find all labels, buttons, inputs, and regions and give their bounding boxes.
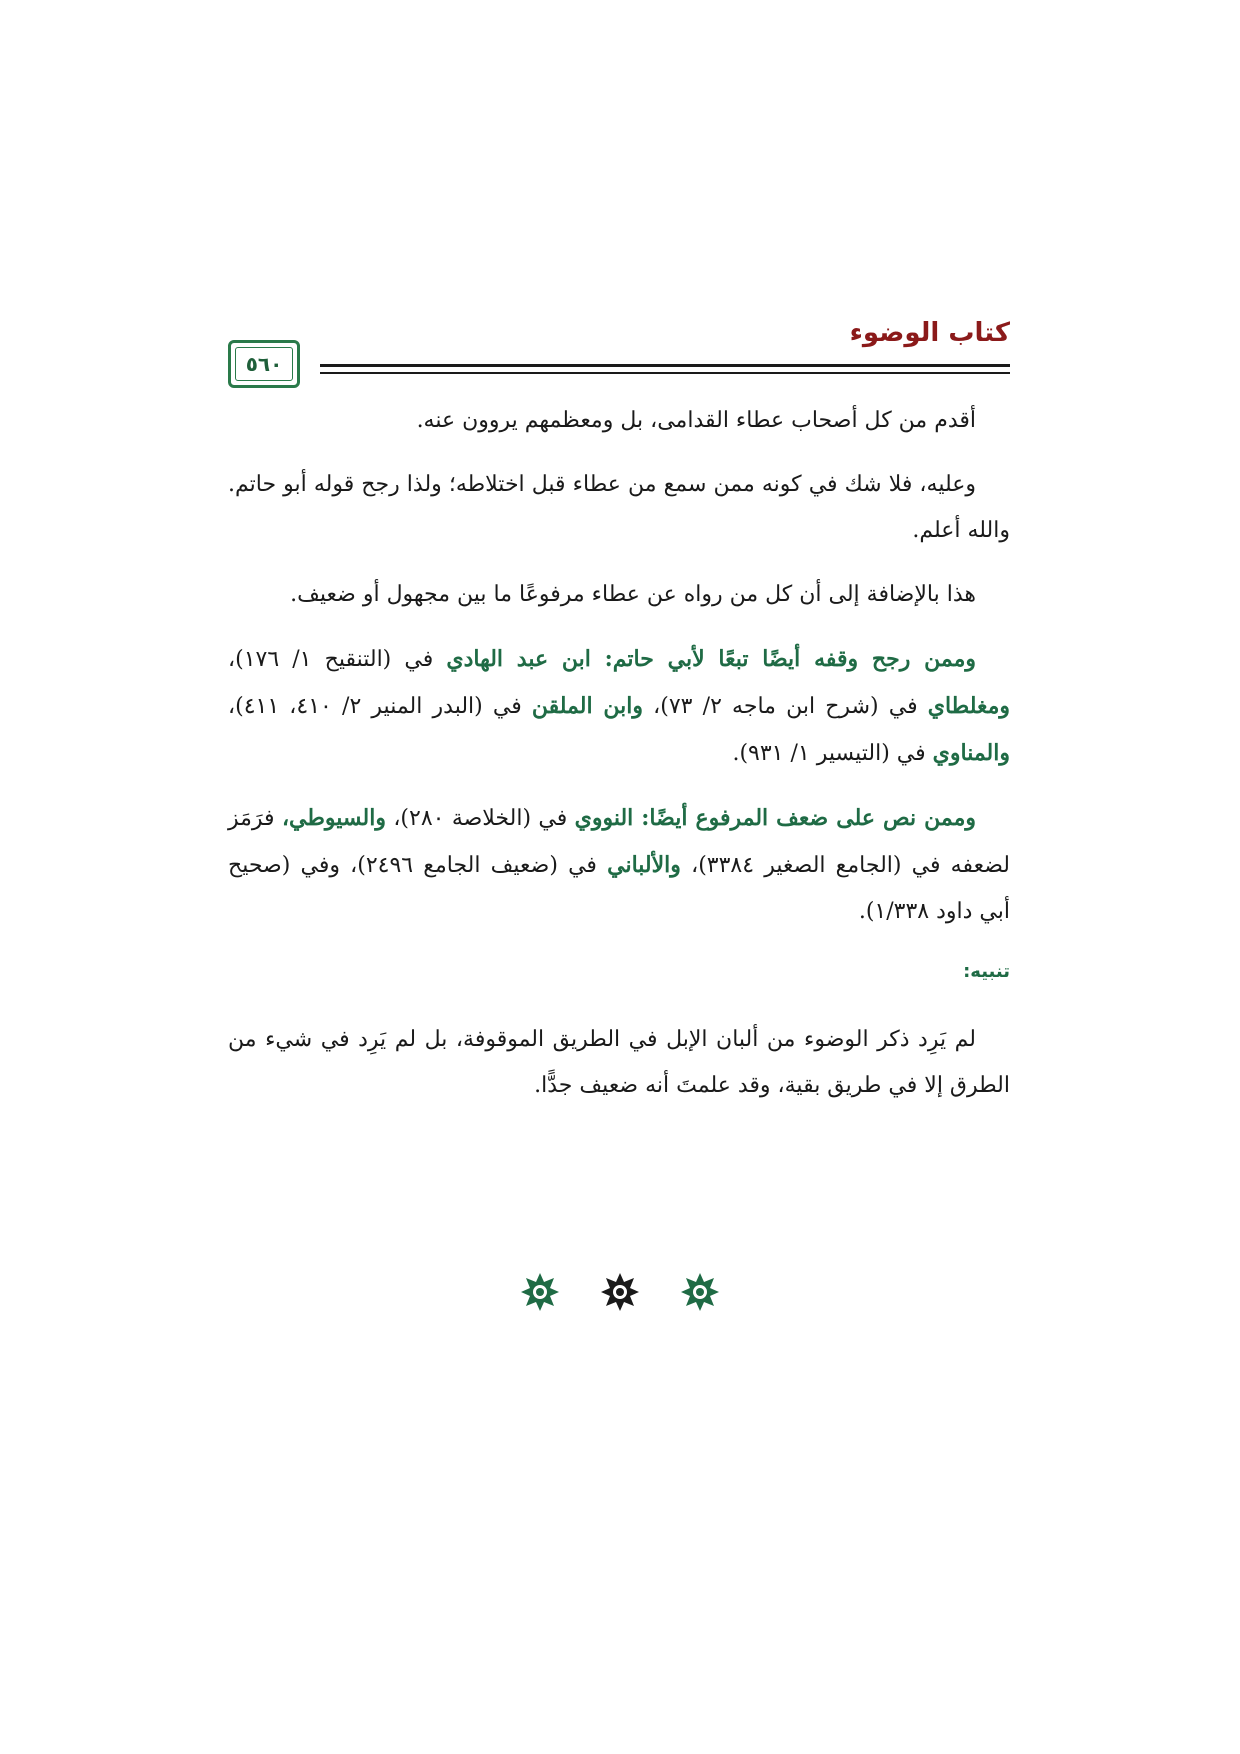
scholar-name: وممن نص على ضعف المرفوع أيضًا: النووي — [574, 805, 976, 831]
scholar-name: وممن رجح وقفه أيضًا تبعًا لأبي حاتم: ابن عبد الهادي — [446, 646, 976, 672]
star-ornament-icon — [600, 1272, 640, 1312]
paragraph: وممن نص على ضعف المرفوع أيضًا: النووي في (الخلاصة ٢٨٠)، والسيوطي، فرَمَز لضعفه في (الجامع الصغير ٣٣٨٤)، والألباني في (ضعيف الجامع ٢٤٩٦)، وفي (صحيح أبي داود ١/٣٣٨). — [228, 805, 1010, 924]
body-text — [228, 398, 1010, 1127]
paragraph: أقدم من كل أصحاب عطاء القدامى، بل ومعظمهم يروون عنه. — [416, 408, 976, 433]
star-ornament-icon — [520, 1272, 560, 1312]
book-title: كتاب الوضوء — [849, 318, 1010, 348]
star-ornament-icon — [680, 1272, 720, 1312]
page-number-frame — [228, 340, 300, 388]
note-label: تنبيه: — [963, 961, 1010, 982]
paragraph: وممن رجح وقفه أيضًا تبعًا لأبي حاتم: ابن عبد الهادي في (التنقيح ١/ ١٧٦)، ومغلطاي في (شرح ابن ماجه ٢/ ٧٣)، وابن الملقن في (البدر المنير ٢/ ٤١٠، ٤١١)، والمناوي في (التيسير ١/ ٩٣١). — [228, 646, 1011, 766]
scholar-name: والألباني — [607, 852, 681, 878]
scholar-name: ومغلطاي — [927, 693, 1011, 719]
scholar-name: وابن الملقن — [531, 693, 644, 719]
section-end-ornaments — [520, 1272, 720, 1312]
header-rule — [228, 364, 1010, 367]
note-paragraph: لم يَرِد ذكر الوضوء من ألبان الإبل في الطريق الموقوفة، بل لم يَرِد في شيء من الطرق إلا في طريق بقية، وقد علمتَ أنه ضعيف جدًّا. — [228, 1027, 1010, 1098]
paragraph: وعليه، فلا شك في كونه ممن سمع من عطاء قبل اختلاطه؛ ولذا رجح قوله أبو حاتم. والله أعلم. — [228, 472, 1010, 543]
page-header — [228, 318, 1010, 382]
page-number: ٥٦٠ — [245, 352, 283, 376]
scholar-name: والسيوطي، — [281, 805, 386, 831]
paragraph: هذا بالإضافة إلى أن كل من رواه عن عطاء مرفوعًا ما بين مجهول أو ضعيف. — [290, 582, 976, 607]
scholar-name: والمناوي — [932, 740, 1010, 766]
header-rule-thin — [228, 372, 1010, 374]
